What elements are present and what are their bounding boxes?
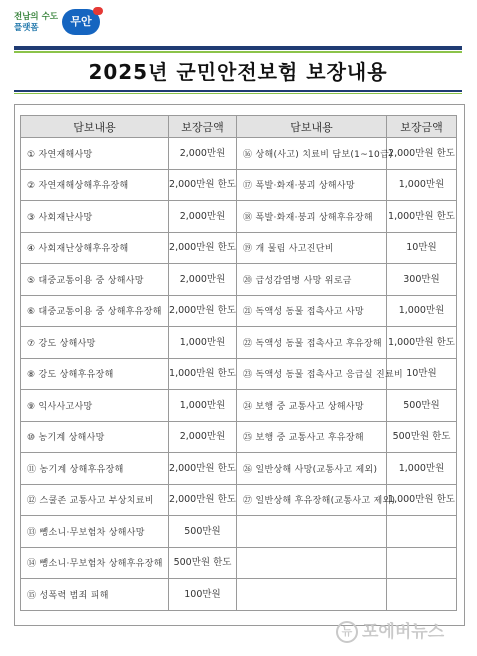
bottom-rule-navy bbox=[14, 90, 462, 92]
left-coverage-item: ⑨ 익사사고사망 bbox=[21, 390, 169, 422]
right-coverage-item bbox=[237, 547, 387, 579]
table-row bbox=[21, 264, 457, 296]
left-coverage-amount: 2,000만원 bbox=[169, 421, 237, 453]
right-coverage-item: ⑱ 폭발·화재·붕괴 상해후유장해 bbox=[237, 201, 387, 233]
left-coverage-amount: 2,000만원 한도 bbox=[169, 169, 237, 201]
header-amount-left: 보장금액 bbox=[169, 116, 237, 138]
right-coverage-item: ㉔ 보행 중 교통사고 상해사망 bbox=[237, 390, 387, 422]
left-coverage-amount: 2,000만원 bbox=[169, 201, 237, 233]
bottom-rule-green bbox=[14, 93, 462, 94]
right-coverage-amount: 10만원 bbox=[387, 232, 457, 264]
logo-slogan bbox=[14, 12, 58, 34]
right-coverage-amount: 2,000만원 한도 bbox=[387, 138, 457, 170]
top-rule-navy bbox=[14, 46, 462, 50]
right-coverage-amount: 1,000만원 한도 bbox=[387, 327, 457, 359]
left-coverage-amount: 100만원 bbox=[169, 579, 237, 611]
right-coverage-amount: 500만원 한도 bbox=[387, 421, 457, 453]
header-amount-right: 보장금액 bbox=[387, 116, 457, 138]
right-coverage-amount: 1,000만원 한도 bbox=[387, 201, 457, 233]
right-coverage-item: ㉕ 보행 중 교통사고 후유장해 bbox=[237, 421, 387, 453]
left-coverage-item: ⑥ 대중교통이용 중 상해후유장해 bbox=[21, 295, 169, 327]
left-coverage-item: ② 자연재해상해후유장해 bbox=[21, 169, 169, 201]
left-coverage-amount: 2,000만원 한도 bbox=[169, 232, 237, 264]
logo-line1: 전남의 수도 bbox=[14, 12, 59, 22]
left-coverage-item: ⑫ 스쿨존 교통사고 부상치료비 bbox=[21, 484, 169, 516]
right-coverage-amount: 1,000만원 한도 bbox=[387, 484, 457, 516]
table-row bbox=[21, 421, 457, 453]
right-coverage-item bbox=[237, 579, 387, 611]
table-header-row bbox=[21, 116, 457, 138]
left-coverage-item: ③ 사회재난사망 bbox=[21, 201, 169, 233]
watermark-symbol: 뉴 bbox=[336, 621, 358, 643]
left-coverage-item: ④ 사회재난상해후유장해 bbox=[21, 232, 169, 264]
right-coverage-amount: 500만원 bbox=[387, 390, 457, 422]
right-coverage-amount: 10만원 bbox=[387, 358, 457, 390]
left-coverage-item: ⑭ 뺑소니·무보험차 상해후유장해 bbox=[21, 547, 169, 579]
left-coverage-item: ⑤ 대중교통이용 중 상해사망 bbox=[21, 264, 169, 296]
page-title: 2025년 군민안전보험 보장내용 bbox=[88, 60, 388, 84]
right-coverage-item: ㉒ 독액성 동물 접촉사고 후유장해 bbox=[237, 327, 387, 359]
left-coverage-item: ⑩ 농기계 상해사망 bbox=[21, 421, 169, 453]
coverage-table bbox=[20, 115, 457, 611]
right-coverage-item: ㉑ 독액성 동물 접촉사고 사망 bbox=[237, 295, 387, 327]
logo bbox=[14, 6, 106, 48]
right-coverage-item: ⑳ 급성감염병 사망 위로금 bbox=[237, 264, 387, 296]
table-row bbox=[21, 201, 457, 233]
left-coverage-item: ① 자연재해사망 bbox=[21, 138, 169, 170]
table-row bbox=[21, 232, 457, 264]
right-coverage-amount bbox=[387, 547, 457, 579]
right-coverage-amount bbox=[387, 579, 457, 611]
table-row bbox=[21, 138, 457, 170]
table-row bbox=[21, 327, 457, 359]
table-row bbox=[21, 484, 457, 516]
right-coverage-item: ㉖ 일반상해 사망(교통사고 제외) bbox=[237, 453, 387, 485]
left-coverage-amount: 1,000만원 bbox=[169, 327, 237, 359]
left-coverage-amount: 1,000만원 bbox=[169, 390, 237, 422]
table-row bbox=[21, 295, 457, 327]
left-coverage-item: ⑬ 뺑소니·무보험차 상해사망 bbox=[21, 516, 169, 548]
header-item-left: 담보내용 bbox=[21, 116, 169, 138]
left-coverage-amount: 2,000만원 bbox=[169, 138, 237, 170]
right-coverage-item: ㉓ 독액성 동물 접촉사고 응급실 진료비 bbox=[237, 358, 387, 390]
left-coverage-amount: 2,000만원 bbox=[169, 264, 237, 296]
right-coverage-amount: 1,000만원 bbox=[387, 169, 457, 201]
watermark-text: 포에버뉴스 bbox=[362, 622, 445, 642]
table-row bbox=[21, 516, 457, 548]
table-row bbox=[21, 453, 457, 485]
right-coverage-item: ㉗ 일반상해 후유장해(교통사고 제외) bbox=[237, 484, 387, 516]
left-coverage-item: ⑧ 강도 상해후유장해 bbox=[21, 358, 169, 390]
header-item-right: 담보내용 bbox=[237, 116, 387, 138]
right-coverage-item bbox=[237, 516, 387, 548]
table-row bbox=[21, 579, 457, 611]
top-rule-green bbox=[14, 51, 462, 53]
right-coverage-amount: 1,000만원 bbox=[387, 453, 457, 485]
table-row bbox=[21, 358, 457, 390]
right-coverage-item: ⑲ 개 물림 사고진단비 bbox=[237, 232, 387, 264]
left-coverage-amount: 1,000만원 한도 bbox=[169, 358, 237, 390]
right-coverage-amount: 300만원 bbox=[387, 264, 457, 296]
right-coverage-item: ⑰ 폭발·화재·붕괴 상해사망 bbox=[237, 169, 387, 201]
table-row bbox=[21, 547, 457, 579]
left-coverage-amount: 500만원 bbox=[169, 516, 237, 548]
logo-line2: 플랫폼 bbox=[14, 23, 39, 33]
right-coverage-amount bbox=[387, 516, 457, 548]
right-coverage-item: ⑯ 상해(사고) 치료비 담보(1~10급) bbox=[237, 138, 387, 170]
table-row bbox=[21, 390, 457, 422]
logo-badge: 무안 bbox=[62, 9, 100, 35]
left-coverage-item: ⑪ 농기계 상해후유장해 bbox=[21, 453, 169, 485]
left-coverage-amount: 2,000만원 한도 bbox=[169, 295, 237, 327]
left-coverage-item: ⑮ 성폭력 범죄 피해 bbox=[21, 579, 169, 611]
left-coverage-item: ⑦ 강도 상해사망 bbox=[21, 327, 169, 359]
left-coverage-amount: 2,000만원 한도 bbox=[169, 484, 237, 516]
watermark bbox=[336, 618, 476, 646]
left-coverage-amount: 500만원 한도 bbox=[169, 547, 237, 579]
right-coverage-amount: 1,000만원 bbox=[387, 295, 457, 327]
left-coverage-amount: 2,000만원 한도 bbox=[169, 453, 237, 485]
table-row bbox=[21, 169, 457, 201]
